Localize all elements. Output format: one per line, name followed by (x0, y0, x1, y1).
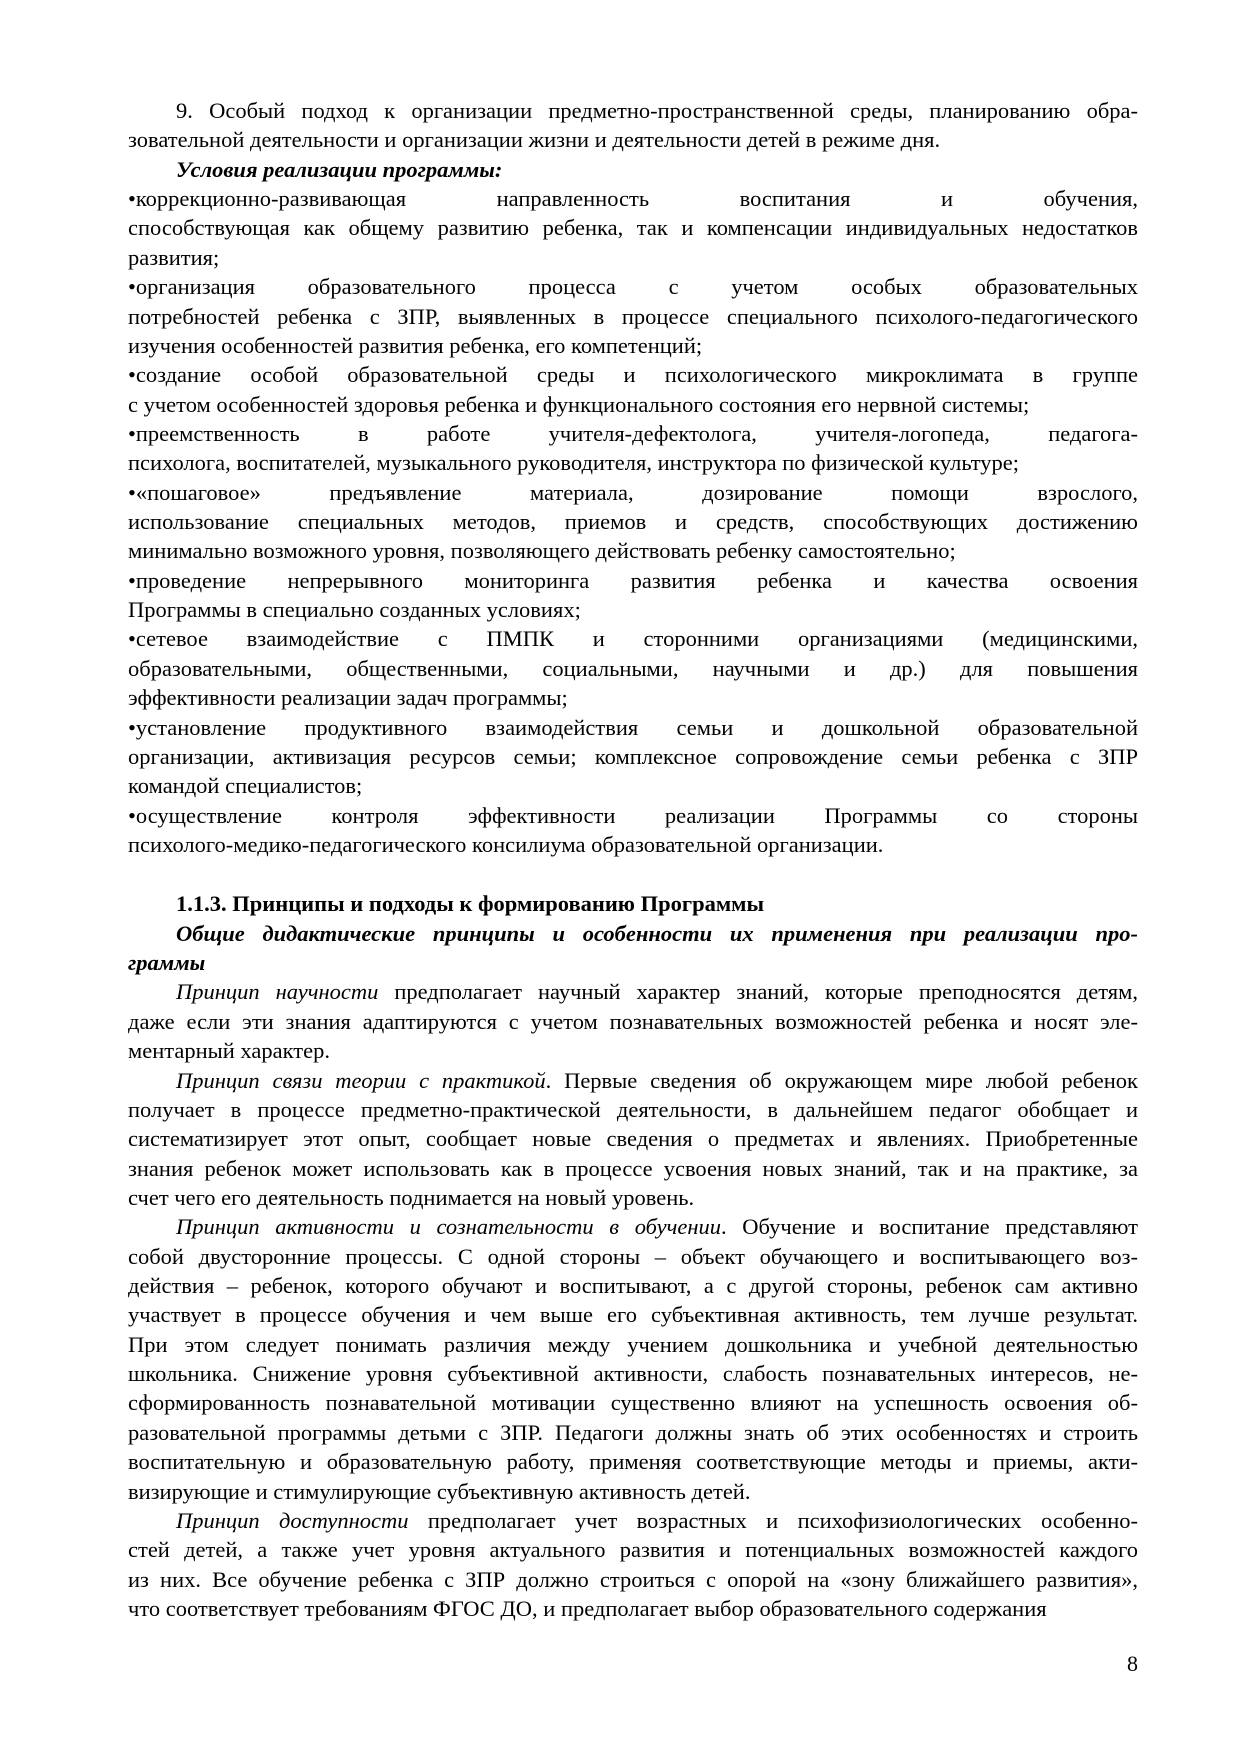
bullet-item-9 (128, 801, 1138, 860)
principle-2-line-5: счет чего его деятельность поднимается на новый уровень. (128, 1184, 695, 1210)
section-subheading (128, 919, 1138, 978)
bullet-5-line-3: минимально возможного уровня, позволяющего действовать ребенку самостоятельно; (128, 538, 956, 564)
principle-3-line-9: воспитательную и образовательную работу, применяя соответствующие методы и приемы, акти- (128, 1449, 1138, 1475)
bullet-7-line-2: образовательными, общественными, социальными, научными и др.) для повышения (128, 655, 1138, 681)
bullet-item-4 (128, 419, 1138, 478)
bullet-item-3 (128, 360, 1138, 419)
bullet-item-8 (128, 713, 1138, 801)
bullet-2-line-1 (128, 272, 1138, 301)
bullet-3-text-1: создание особой образовательной среды и психологического микроклимата в группе (135, 362, 1138, 388)
bullet-9-text-1: осуществление контроля эффективности реализации Программы со стороны (135, 802, 1138, 828)
principle-4-line-2: стей детей, а также учет уровня актуального развития и потенциальных возможностей каждого (128, 1537, 1138, 1563)
page-number: 8 (1127, 1651, 1138, 1676)
section-subheading-line-2: граммы (128, 950, 206, 976)
paragraph-9-line-2: зовательной деятельности и организации жизни и деятельности детей в режиме дня. (128, 127, 941, 153)
bullet-marker-icon: • (128, 802, 136, 828)
bullet-marker-icon: • (128, 479, 136, 505)
bullet-1-line-3: развития; (128, 244, 220, 270)
principle-2-line-4: знания ребенок может использовать как в процессе усвоения новых знаний, так и на практике, за (128, 1155, 1138, 1181)
bullet-8-line-3: командой специалистов; (128, 773, 363, 799)
bullet-item-7 (128, 624, 1138, 712)
paragraph-9-line-1: 9. Особый подход к организации предметно-пространственной среды, планированию обра- (176, 98, 1138, 123)
principle-item-2 (128, 1066, 1138, 1213)
bullet-1-line-1 (128, 184, 1138, 213)
principle-3-line-10: визирующие и стимулирующие субъективную активность детей. (128, 1478, 751, 1504)
bullet-marker-icon: • (128, 714, 136, 740)
bullet-2-line-3: изучения особенностей развития ребенка, его компетенций; (128, 332, 703, 358)
conditions-heading: Условия реализации программы: (176, 156, 503, 182)
principle-2-line-3: систематизирует этот опыт, сообщает новые сведения о предметах и явлениях. Приобретенные (128, 1126, 1138, 1152)
bullet-8-line-2: организации, активизация ресурсов семьи; комплексное сопровождение семьи ребенка с ЗПР (128, 743, 1138, 769)
principle-3-line-7: сформированность познавательной мотивации существенно влияют на успешность освоения об- (128, 1390, 1138, 1416)
bullet-8-text-1: установление продуктивного взаимодействия семьи и дошкольной образовательной (135, 714, 1138, 740)
bullet-7-line-3: эффективности реализации задач программы; (128, 685, 568, 711)
paragraph-item-9 (128, 96, 1138, 155)
principle-3-line-4: участвует в процессе обучения и чем выше его субъективная активность, тем лучше результат. (128, 1302, 1138, 1328)
bullet-4-text-1: преемственность в работе учителя-дефектолога, учителя-логопеда, педагога- (135, 420, 1138, 446)
principle-3-line-1 (128, 1212, 1138, 1241)
principle-3-line-8: разовательной программы детьми с ЗПР. Педагоги должны знать об этих особенностях и строить (128, 1419, 1138, 1445)
bullet-item-1 (128, 184, 1138, 272)
bullet-9-line-2: психолого-медико-педагогического консилиума образовательной организации. (128, 831, 884, 857)
principle-3-line-2: собой двусторонние процессы. С одной стороны – объект обучающего и воспитывающего воз- (128, 1243, 1138, 1269)
bullet-4-line-1 (128, 419, 1138, 448)
principle-1-line-1 (128, 977, 1138, 1006)
bullet-5-line-1 (128, 478, 1138, 507)
principle-3-title: Принцип активности и сознательности в обучении (176, 1214, 722, 1240)
principle-2-title: Принцип связи теории с практикой (176, 1067, 546, 1093)
bullet-marker-icon: • (128, 626, 136, 652)
bullet-marker-icon: • (128, 420, 136, 446)
principle-3-line-5: При этом следует понимать различия между учением дошкольника и учебной деятельностью (128, 1331, 1138, 1357)
principle-1-line-2: даже если эти знания адаптируются с учетом познавательных возможностей ребенка и носят эле- (128, 1008, 1138, 1034)
principle-2-line-1-rest: . Первые сведения об окружающем мире любой ребенок (545, 1067, 1138, 1093)
bullet-1-text-1: коррекционно-развивающая направленность воспитания и обучения, (135, 186, 1138, 212)
bullet-9-line-1 (128, 801, 1138, 830)
bullet-marker-icon: • (128, 274, 136, 300)
bullet-1-line-2: способствующая как общему развитию ребенка, так и компенсации индивидуальных недостатков (128, 215, 1138, 241)
principle-1-line-1-rest: предполагает научный характер знаний, которые преподносятся детям, (378, 979, 1138, 1005)
bullet-6-line-1 (128, 566, 1138, 595)
bullet-5-line-2: использование специальных методов, приемов и средств, способствующих достижению (128, 509, 1138, 535)
principle-item-1 (128, 977, 1138, 1065)
principle-3-line-1-rest: . Обучение и воспитание представляют (721, 1214, 1138, 1240)
section-spacer (128, 859, 1138, 889)
principle-4-line-1 (128, 1506, 1138, 1535)
bullet-8-line-1 (128, 713, 1138, 742)
principle-1-title: Принцип научности (176, 979, 379, 1005)
principle-4-line-1-rest: предполагает учет возрастных и психофизиологических особенно- (408, 1507, 1138, 1533)
bullet-item-5 (128, 478, 1138, 566)
principle-item-3 (128, 1212, 1138, 1506)
principle-4-title: Принцип доступности (176, 1507, 409, 1533)
bullet-item-6 (128, 566, 1138, 625)
principle-item-4 (128, 1506, 1138, 1623)
principle-4-line-4: что соответствует требованиям ФГОС ДО, и предполагает выбор образовательного содержания (128, 1595, 1047, 1621)
section-heading-113: 1.1.3. Принципы и подходы к формированию Программы (176, 891, 765, 917)
bullet-item-2 (128, 272, 1138, 360)
bullet-2-text-1: организация образовательного процесса с учетом особых образовательных (135, 274, 1138, 300)
bullet-6-text-1: проведение непрерывного мониторинга развития ребенка и качества освоения (135, 567, 1138, 593)
bullet-2-line-2: потребностей ребенка с ЗПР, выявленных в процессе специального психолого-педагогического (128, 303, 1138, 329)
principle-1-line-3: ментарный характер. (128, 1038, 330, 1064)
section-subheading-line-1: Общие дидактические принципы и особенности их применения при реализации про- (176, 920, 1138, 946)
bullet-marker-icon: • (128, 186, 136, 212)
principle-2-line-1 (128, 1066, 1138, 1095)
bullet-5-text-1: «пошаговое» предъявление материала, дозирование помощи взрослого, (135, 479, 1138, 505)
bullet-7-text-1: сетевое взаимодействие с ПМПК и сторонними организациями (медицинскими, (135, 626, 1138, 652)
principle-3-line-6: школьника. Снижение уровня субъективной активности, слабость познавательных интересов, не- (128, 1361, 1138, 1387)
bullet-6-line-2: Программы в специально созданных условиях; (128, 597, 581, 623)
bullet-4-line-2: психолога, воспитателей, музыкального руководителя, инструктора по физической культуре; (128, 450, 1020, 476)
principle-2-line-2: получает в процессе предметно-практической деятельности, в дальнейшем педагог обобщает и (128, 1096, 1138, 1122)
bullet-marker-icon: • (128, 362, 136, 388)
bullet-3-line-2: с учетом особенностей здоровья ребенка и функционального состояния его нервной системы; (128, 391, 1030, 417)
bullet-marker-icon: • (128, 567, 136, 593)
principle-4-line-3: из них. Все обучение ребенка с ЗПР должно строиться с опорой на «зону ближайшего развития», (128, 1566, 1138, 1592)
bullet-7-line-1 (128, 624, 1138, 653)
bullet-3-line-1 (128, 360, 1138, 389)
principle-3-line-3: действия – ребенок, которого обучают и воспитывают, а с другой стороны, ребенок сам активно (128, 1273, 1138, 1299)
